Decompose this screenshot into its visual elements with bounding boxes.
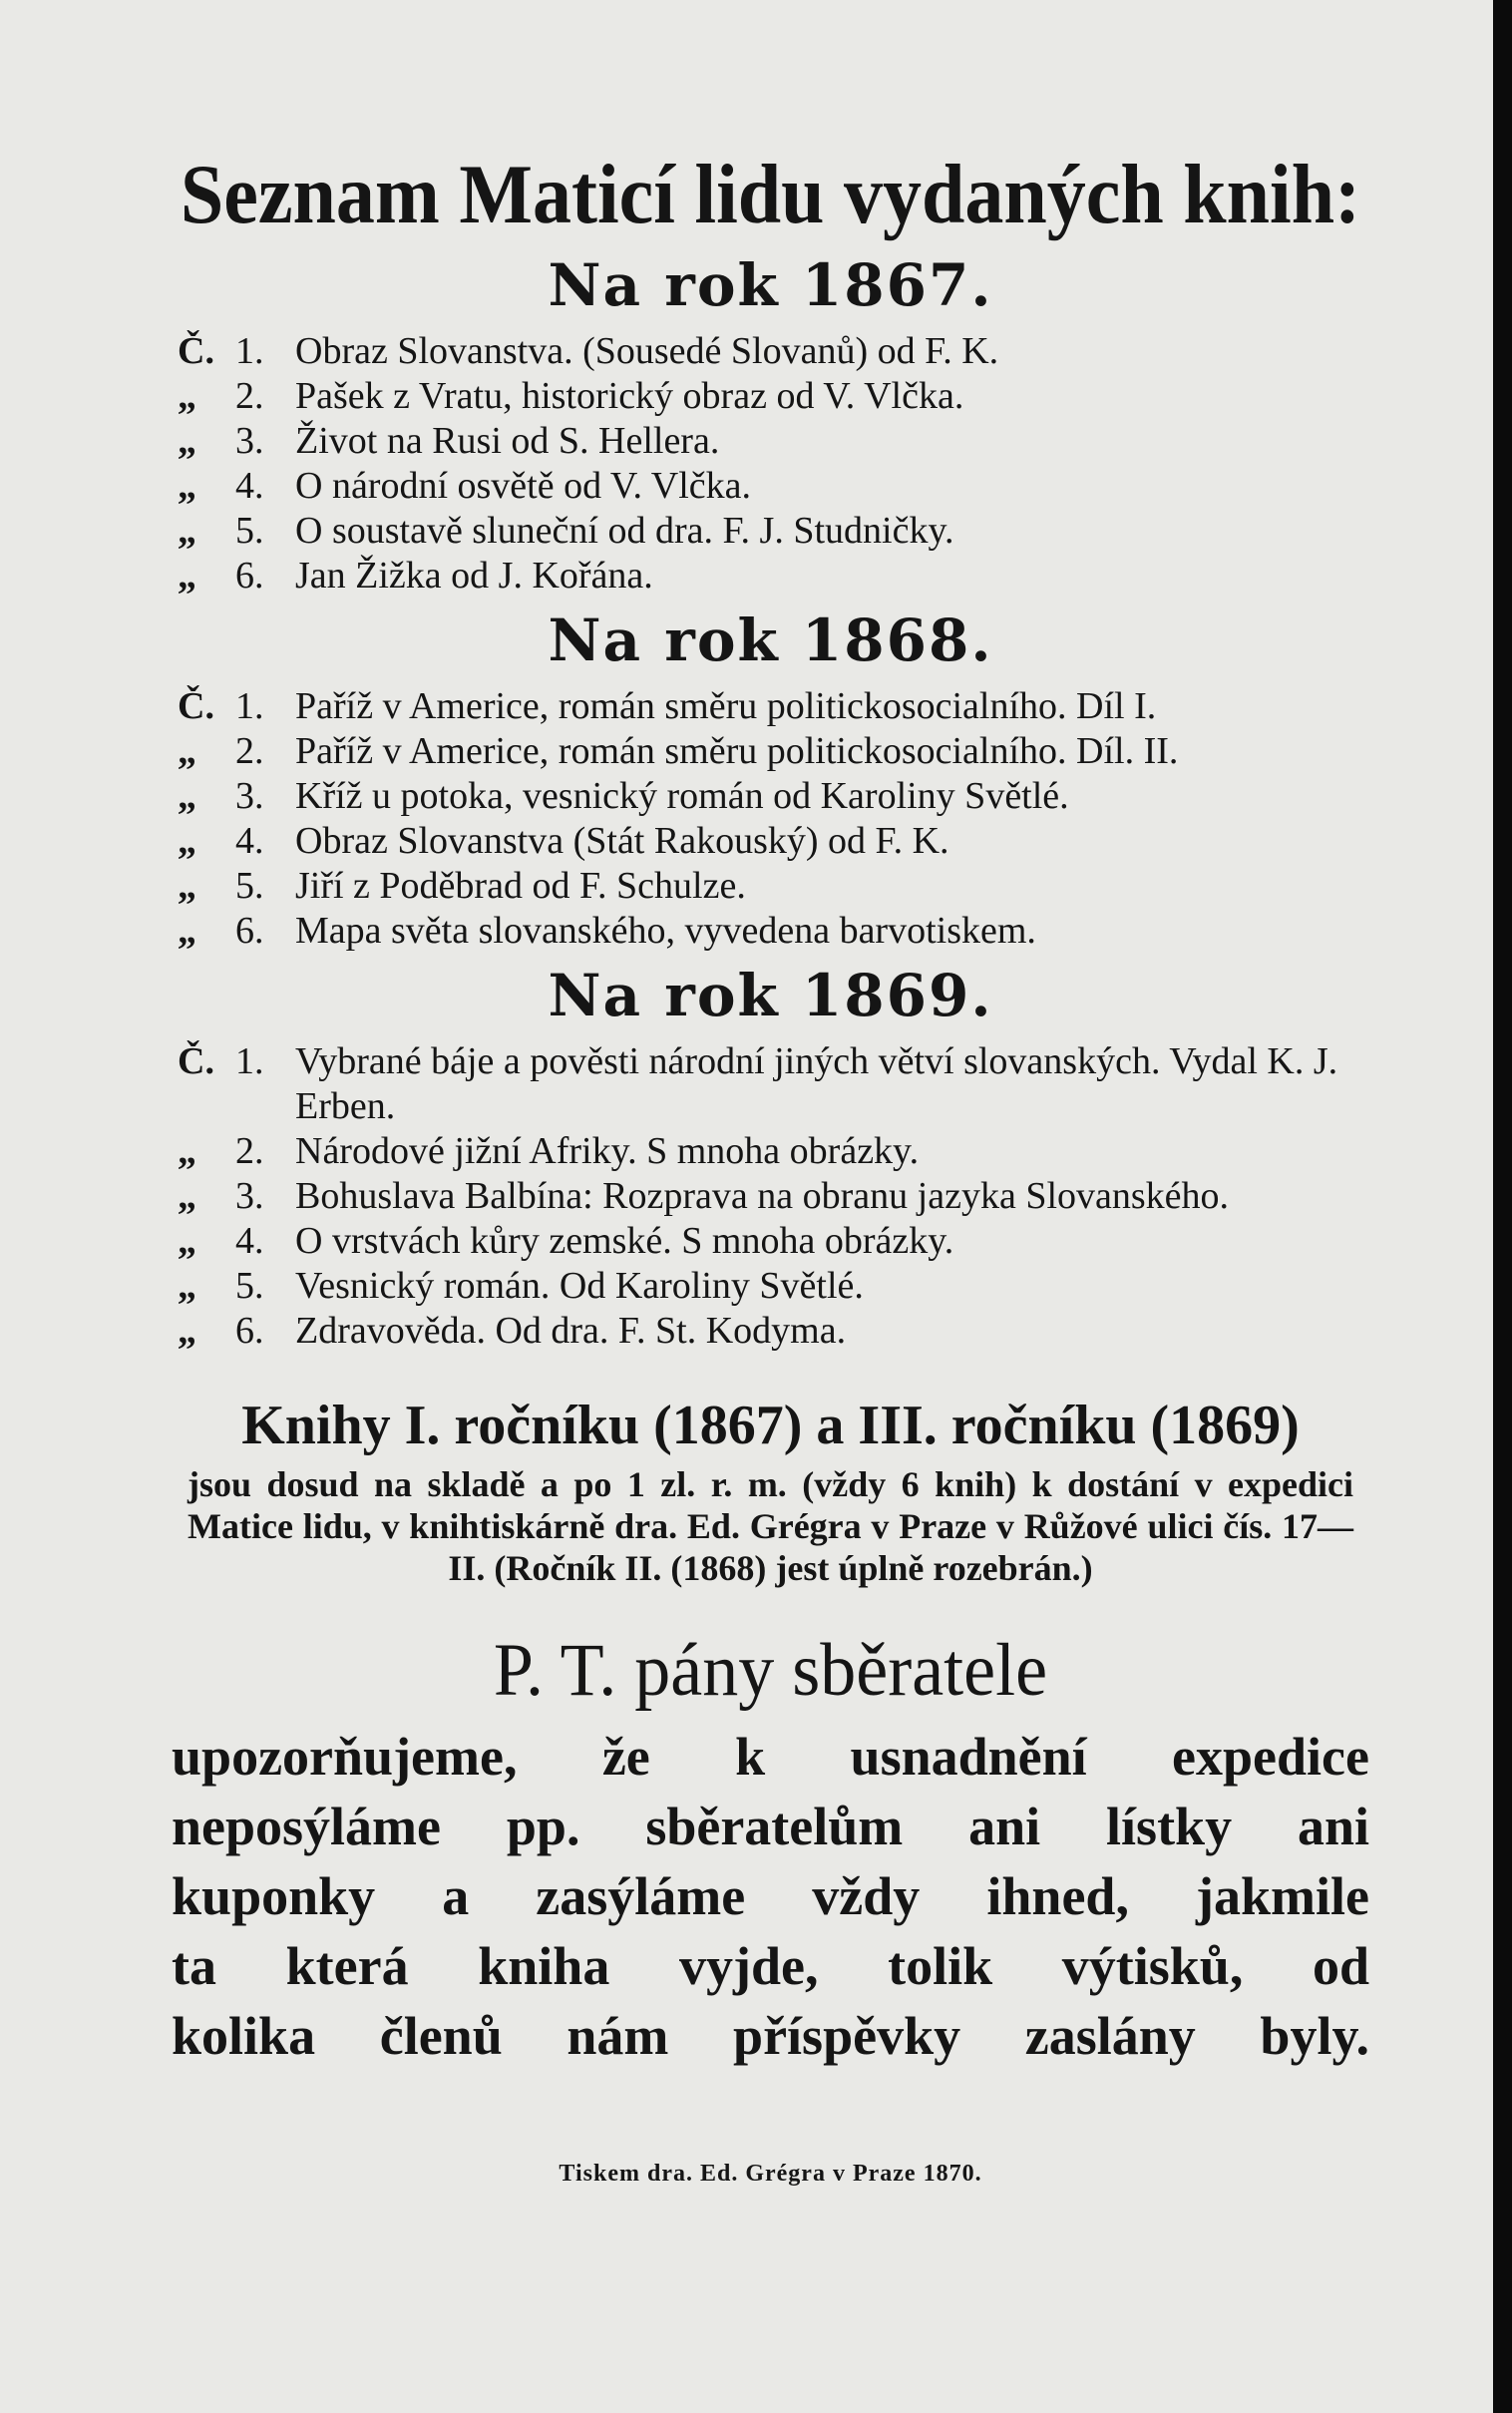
item-text: Kříž u potoka, vesnický román od Karoliny Světlé. — [295, 775, 1069, 817]
item-number: 4. — [235, 1220, 264, 1262]
list-item — [178, 374, 1363, 419]
item-text: Národové jižní Afriky. S mnoha obrázky. — [295, 1130, 920, 1172]
item-text: Obraz Slovanstva (Stát Rakouský) od F. K. — [295, 820, 949, 862]
list-item — [178, 1309, 1363, 1354]
item-text: Bohuslava Balbína: Rozprava na obranu jazyka Slovanského. — [295, 1175, 1230, 1217]
collectors-notice — [172, 1722, 1369, 2071]
item-prefix: „ — [178, 555, 196, 597]
item-prefix: „ — [178, 420, 196, 462]
list-item — [178, 419, 1363, 464]
book-list — [178, 684, 1363, 954]
item-prefix: Č. — [178, 685, 214, 727]
item-text: Jiří z Poděbrad od F. Schulze. — [295, 865, 746, 907]
list-item — [178, 464, 1363, 509]
availability-heading: Knihy I. ročníku (1867) a III. ročníku (1869) — [241, 1395, 1300, 1456]
item-prefix: „ — [178, 1130, 196, 1172]
item-text: Zdravověda. Od dra. F. St. Kodyma. — [295, 1310, 847, 1352]
item-prefix: „ — [178, 865, 196, 907]
notice-line: upozorňujeme, že k usnadnění expedice — [172, 1727, 1369, 1787]
book-list — [178, 1039, 1363, 1354]
list-item — [178, 774, 1363, 819]
item-number: 5. — [235, 865, 264, 907]
section-year: Na rok 1868. — [548, 606, 993, 674]
item-prefix: „ — [178, 1310, 196, 1352]
item-text: Vybrané báje a pověsti národní jiných větví slovanských. Vydal K. J. Erben. — [295, 1040, 1338, 1127]
book-list — [178, 329, 1363, 599]
list-item — [178, 1039, 1363, 1129]
item-prefix: „ — [178, 1175, 196, 1217]
list-item — [178, 729, 1363, 774]
item-number: 3. — [235, 775, 264, 817]
page-title: Seznam Maticí lidu vydaných knih: — [180, 147, 1361, 241]
item-text: Jan Žižka od J. Kořána. — [295, 555, 653, 597]
list-item — [178, 1129, 1363, 1174]
item-number: 1. — [235, 330, 264, 372]
notice-line: ta která kniha vyjde, tolik výtisků, od — [172, 1936, 1369, 1996]
item-prefix: „ — [178, 730, 196, 772]
list-item — [178, 1219, 1363, 1264]
list-item — [178, 329, 1363, 374]
list-item — [178, 1174, 1363, 1219]
notice-line: neposýláme pp. sběratelům ani lístky ani — [172, 1797, 1369, 1856]
item-text: O národní osvětě od V. Vlčka. — [295, 465, 752, 507]
item-prefix: „ — [178, 775, 196, 817]
list-item — [178, 509, 1363, 554]
notice-line: kuponky a zasýláme vždy ihned, jakmile — [172, 1866, 1369, 1926]
list-item — [178, 909, 1363, 954]
item-text: Život na Rusi od S. Hellera. — [295, 420, 720, 462]
list-item — [178, 554, 1363, 599]
item-prefix: „ — [178, 1265, 196, 1307]
collectors-heading: P. T. pány sběratele — [493, 1627, 1048, 1712]
section-1868 — [178, 606, 1363, 954]
item-number: 6. — [235, 1310, 264, 1352]
section-year: Na rok 1869. — [548, 962, 993, 1029]
list-item — [178, 819, 1363, 864]
item-prefix: „ — [178, 820, 196, 862]
item-number: 6. — [235, 910, 264, 952]
availability-body: jsou dosud na skladě a po 1 zl. r. m. (vždy 6 knih) k dostání v expedici Matice lidu, v knihtiskárně dra. Ed. Grégra v Praze v Růžové ulici čís. 17—II. (Ročník II. (1868) jest úplně rozebrán.) — [188, 1464, 1353, 1588]
item-number: 1. — [235, 685, 264, 727]
item-prefix: „ — [178, 910, 196, 952]
item-prefix: Č. — [178, 1040, 214, 1082]
section-year: Na rok 1867. — [548, 251, 993, 319]
item-text: Paříž v Americe, román směru politickosocialního. Díl. II. — [295, 730, 1179, 772]
list-item — [178, 1264, 1363, 1309]
item-number: 6. — [235, 555, 264, 597]
item-text: Vesnický román. Od Karoliny Světlé. — [295, 1265, 864, 1307]
notice-line: kolika členů nám příspěvky zaslány byly. — [172, 2006, 1369, 2066]
item-prefix: „ — [178, 465, 196, 507]
item-text: O soustavě sluneční od dra. F. J. Studničky. — [295, 510, 954, 552]
printer-imprint: Tiskem dra. Ed. Grégra v Praze 1870. — [559, 2161, 982, 2187]
item-number: 4. — [235, 820, 264, 862]
item-number: 3. — [235, 420, 264, 462]
item-number: 5. — [235, 1265, 264, 1307]
item-number: 2. — [235, 375, 264, 417]
item-prefix: „ — [178, 375, 196, 417]
item-prefix: Č. — [178, 330, 214, 372]
item-text: O vrstvách kůry zemské. S mnoha obrázky. — [295, 1220, 954, 1262]
item-text: Obraz Slovanstva. (Sousedé Slovanů) od F. K. — [295, 330, 999, 372]
item-prefix: „ — [178, 1220, 196, 1262]
item-number: 2. — [235, 1130, 264, 1172]
item-prefix: „ — [178, 510, 196, 552]
item-number: 5. — [235, 510, 264, 552]
list-item — [178, 684, 1363, 729]
item-number: 3. — [235, 1175, 264, 1217]
item-number: 4. — [235, 465, 264, 507]
item-text: Pašek z Vratu, historický obraz od V. Vlčka. — [295, 375, 964, 417]
item-text: Mapa světa slovanského, vyvedena barvotiskem. — [295, 910, 1036, 952]
section-1869 — [178, 962, 1363, 1354]
item-number: 1. — [235, 1040, 264, 1082]
section-1867 — [178, 251, 1363, 599]
list-item — [178, 864, 1363, 909]
item-text: Paříž v Americe, román směru politickosocialního. Díl I. — [295, 685, 1157, 727]
item-number: 2. — [235, 730, 264, 772]
